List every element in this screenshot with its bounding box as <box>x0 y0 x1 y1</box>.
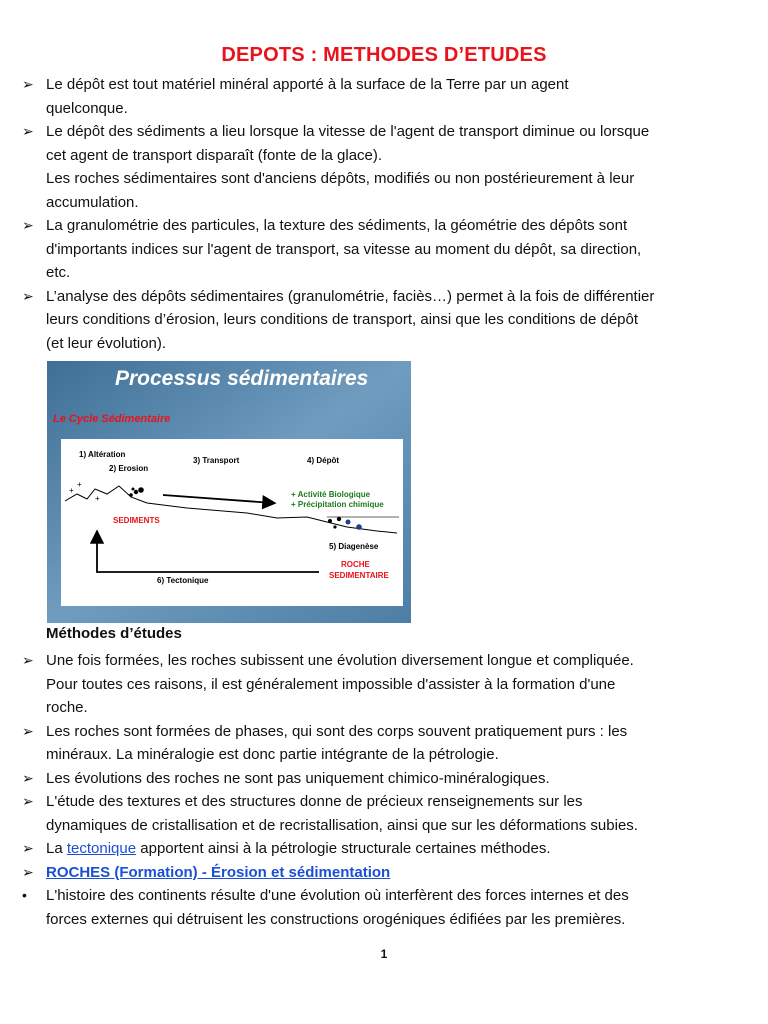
arrow-bullet-icon: ➢ <box>22 652 34 668</box>
arrow-bullet-icon: ➢ <box>22 722 34 739</box>
particle <box>333 525 336 528</box>
arrow-bullet-icon: ➢ <box>22 217 34 233</box>
page-title: DEPOTS : METHODES D’ETUDES <box>221 44 547 66</box>
label-alteration: 1) Altération <box>79 450 126 459</box>
arrow-bullet-icon: ➢ <box>22 287 34 304</box>
bullet-item: ➢ Le dépôt des sédiments a lieu lorsque la vitesse de l'agent de transport diminue ou lorsque cet agent de transport disparaît (fonte de la glace). Les roches sédimentaires sont d'anciens dépôts, modifiés ou non postérieurement à leur accumulation. <box>22 120 722 214</box>
bullet-item <box>22 861 722 885</box>
page-number: 1 <box>380 947 388 961</box>
particle <box>337 517 341 521</box>
bullet-list-intro <box>22 73 722 355</box>
particle <box>356 524 362 530</box>
arrow-bullet-icon: ➢ <box>22 863 34 880</box>
bullet-item: • L'histoire des continents résulte d'une évolution où interfèrent des forces internes et des forces externes qui détruisent les constructions orogéniques édifiées par les premières. <box>22 884 722 931</box>
particle <box>346 520 351 525</box>
label-activite: + Activité Biologique <box>291 490 371 499</box>
particle <box>328 519 332 523</box>
label-diagenese: 5) Diagenèse <box>329 542 379 551</box>
label-precipitation: + Précipitation chimique <box>291 500 384 509</box>
tectonique-link[interactable]: tectonique <box>66 840 137 857</box>
particle <box>129 493 133 497</box>
bullet-item: ➢ Les évolutions des roches ne sont pas uniquement chimico-minéralogiques. <box>22 767 722 791</box>
particle <box>138 487 144 493</box>
arrow-bullet-icon: ➢ <box>22 76 34 92</box>
bullet-item: ➢ Le dépôt est tout matériel minéral apporté à la surface de la Terre par un agent quelconque. <box>22 73 722 120</box>
arrow-bullet-icon: ➢ <box>22 793 34 809</box>
arrow-bullet-icon: ➢ <box>22 769 34 786</box>
label-tectonique: 6) Tectonique <box>157 576 209 585</box>
label-sediments: SEDIMENTS <box>113 516 160 525</box>
bullet-item: ➢ La granulométrie des particules, la texture des sédiments, la géométrie des dépôts sont d'importants indices sur l'agent de transport, sa vitesse au moment du dépôt, sa direction, etc. <box>22 214 722 285</box>
bullet-item: ➢ L’analyse des dépôts sédimentaires (granulométrie, faciès…) permet à la fois de différentier leurs conditions d’érosion, leurs conditions de transport, ainsi que les conditions de dépôt (et leur évolution). <box>22 285 722 356</box>
roches-formation-link[interactable]: ROCHES (Formation) - Érosion et sédimentation <box>46 863 391 881</box>
label-roche: ROCHE <box>341 560 370 569</box>
dot-bullet-icon: • <box>22 887 27 903</box>
crystal-mark: + <box>69 486 74 495</box>
particle <box>134 490 138 494</box>
bullet-list-methods <box>22 649 722 931</box>
label-sedimentaire: SEDIMENTAIRE <box>329 571 389 580</box>
section-heading: Méthodes d’études <box>46 625 182 642</box>
label-depot: 4) Dépôt <box>307 456 339 465</box>
figure-subtitle: Le Cycle Sédimentaire <box>53 413 171 425</box>
bullet-item: ➢ La tectonique apportent ainsi à la pétrologie structurale certaines méthodes. <box>22 837 722 861</box>
label-transport: 3) Transport <box>193 456 240 465</box>
sedimentary-cycle-figure <box>47 361 411 623</box>
bullet-item: ➢ Une fois formées, les roches subissent une évolution diversement longue et compliquée. Pour toutes ces raisons, il est généralement impossible d'assister à la formation d'une roche. <box>22 649 722 720</box>
arrow-bullet-icon: ➢ <box>22 123 34 139</box>
crystal-mark: + <box>77 480 82 489</box>
arrow-bullet-icon: ➢ <box>22 840 34 856</box>
bullet-item: ➢ L'étude des textures et des structures donne de précieux renseignements sur les dynamiques de cristallisation et de recristallisation, ainsi que sur les déformations subies. <box>22 790 722 837</box>
label-erosion: 2) Erosion <box>109 464 149 473</box>
bullet-item: ➢ Les roches sont formées de phases, qui sont des corps souvent pratiquement purs : les minéraux. La minéralogie est donc partie intégrante de la pétrologie. <box>22 720 722 767</box>
figure-title: Processus sédimentaires <box>115 367 369 390</box>
particle <box>132 488 135 491</box>
crystal-mark: + <box>95 494 100 503</box>
